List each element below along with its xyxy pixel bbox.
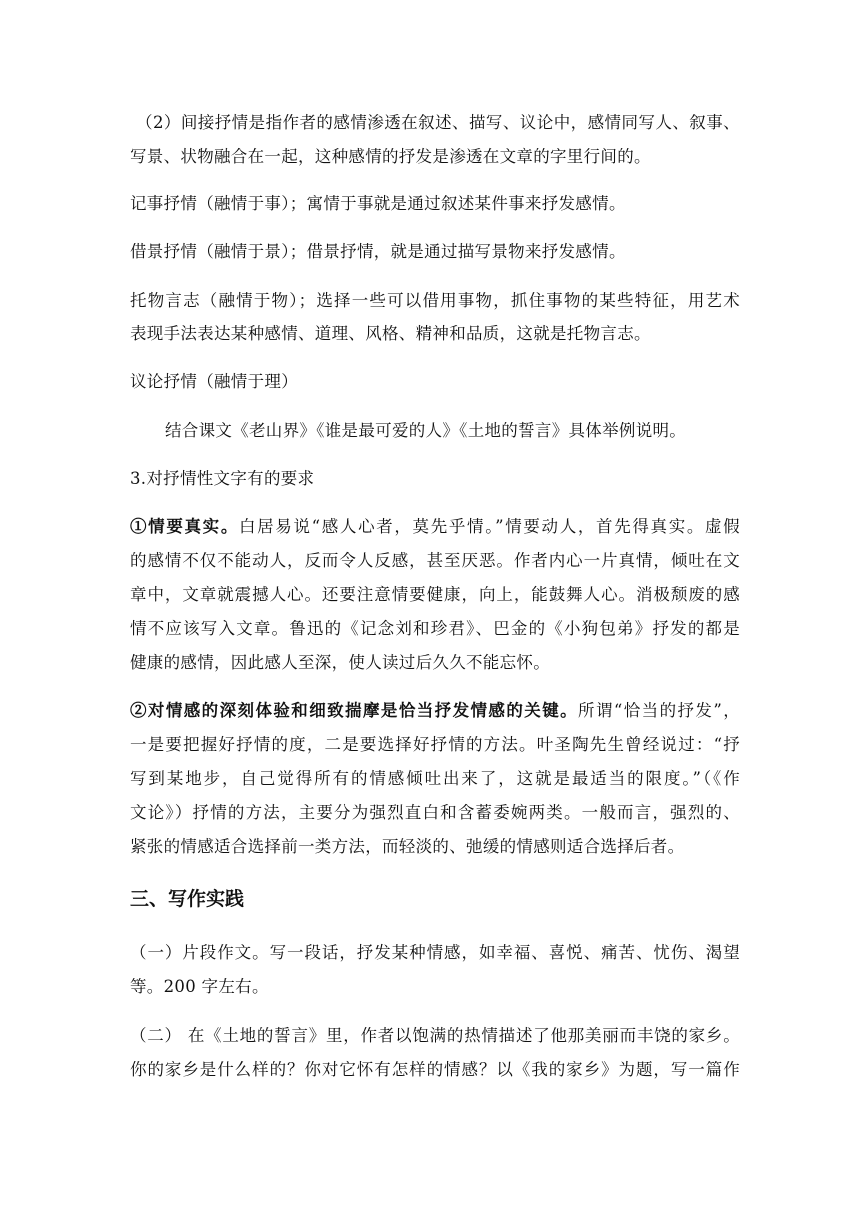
- text-line: （一）片段作文。写一段话，抒发某种情感，如幸福、喜悦、痛苦、忧伤、渴望: [130, 943, 740, 962]
- text-line: 文论》）抒情的方法，主要分为强烈直白和含蓄委婉两类。一般而言，强烈的、: [130, 803, 740, 822]
- emphasis-text: ①情要真实。: [130, 517, 239, 536]
- text-line: 写到某地步，自己觉得所有的情感倾吐出来了，这就是最适当的限度。”（《作: [130, 769, 740, 788]
- text-line: [130, 700, 740, 722]
- text-span: 白居易说“感人心者，莫先乎情。”情要动人，首先得真实。虚假: [238, 517, 740, 536]
- text-line: 章中，文章就震撼人心。还要注意情要健康，向上，能鼓舞人心。消极颓废的感: [130, 585, 740, 604]
- text-line: 记事抒情（融情于事）；寓情于事就是通过叙述某件事来抒发感情。: [130, 194, 626, 213]
- text-line: 表现手法表达某种感情、道理、风格、精神和品质，这就是托物言志。: [130, 324, 651, 343]
- text-span: 所谓“恰当的抒发”，: [578, 701, 741, 720]
- text-line: 写景、状物融合在一起，这种感情的抒发是渗透在文章的字里行间的。: [130, 147, 651, 166]
- text-line: 借景抒情（融情于景）；借景抒情，就是通过描写景物来抒发感情。: [130, 242, 626, 261]
- text-line: 一是要把握好抒情的度，二是要选择好抒情的方法。叶圣陶先生曾经说过：“抒: [130, 735, 740, 754]
- text-line: 结合课文《老山界》《谁是最可爱的人》《土地的誓言》具体举例说明。: [165, 421, 687, 440]
- text-line: 议论抒情（融情于理）: [130, 372, 298, 391]
- text-line: 紧张的情感适合选择前一类方法，而轻淡的、弛缓的情感则适合选择后者。: [130, 837, 685, 856]
- text-line: （2）间接抒情是指作者的感情渗透在叙述、描写、议论中，感情同写人、叙事、: [136, 113, 740, 132]
- text-line: [130, 516, 740, 538]
- text-line: 你的家乡是什么样的？你对它怀有怎样的情感？以《我的家乡》为题，写一篇作: [130, 1060, 740, 1079]
- text-line: 的感情不仅不能动人，反而令人反感，甚至厌恶。作者内心一片真情，倾吐在文: [130, 551, 740, 570]
- text-line: 托物言志（融情于物）；选择一些可以借用事物，抓住事物的某些特征，用艺术: [130, 291, 740, 310]
- text-line: 情不应该写入文章。鲁迅的《记念刘和珍君》、巴金的《小狗包弟》抒发的都是: [130, 619, 740, 638]
- text-line: （二） 在《土地的誓言》里，作者以饱满的热情描述了他那美丽而丰饶的家乡。: [130, 1026, 740, 1045]
- section-heading: 三、写作实践: [130, 888, 245, 910]
- text-line: 等。200 字左右。: [130, 977, 269, 996]
- emphasis-text: ②对情感的深刻体验和细致揣摩是恰当抒发情感的关键。: [130, 701, 579, 720]
- text-line: 健康的感情，因此感人至深，使人读过后久久不能忘怀。: [130, 653, 550, 672]
- text-line: 3.对抒情性文字有的要求: [130, 469, 315, 488]
